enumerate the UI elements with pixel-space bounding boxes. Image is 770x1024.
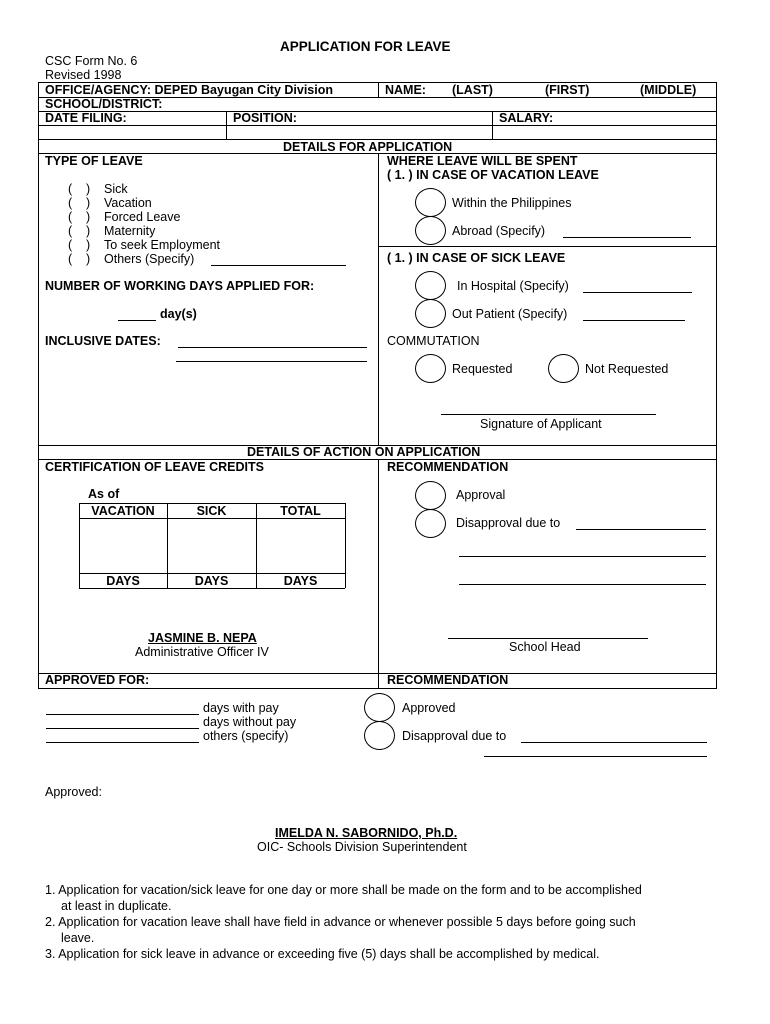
out-patient-label: Out Patient (Specify) [452,307,568,321]
inclusive-dates-line[interactable] [176,361,367,362]
rule [378,246,716,247]
abroad-label: Abroad (Specify) [452,224,546,238]
middle-name-label: (MIDDLE) [640,83,697,97]
officer-title: Administrative Officer IV [135,645,269,659]
rule [38,688,717,689]
note-2-cont: leave. [61,931,95,945]
rule [226,111,227,139]
inclusive-dates-label: INCLUSIVE DATES: [45,334,161,348]
approval-label: Approval [456,488,506,502]
first-name-label: (FIRST) [545,83,590,97]
approved-label: Approved: [45,785,102,799]
checkbox-paren[interactable]: ( ) [68,224,91,238]
recommendation-2-label: RECOMMENDATION [387,673,509,687]
abroad-specify-line[interactable] [563,237,691,238]
others-specify-line[interactable] [211,265,346,266]
disapproval-2-line[interactable] [521,742,707,743]
col-sick: SICK [196,504,227,518]
days-total: DAYS [283,574,318,588]
not-requested-label: Not Requested [585,362,669,376]
radio-circle[interactable] [415,299,446,328]
days-sick: DAYS [194,574,229,588]
rule [378,153,379,445]
approved-for-label: APPROVED FOR: [45,673,150,687]
radio-circle[interactable] [415,481,446,510]
outpatient-specify-line[interactable] [583,320,685,321]
days-with-pay-line[interactable] [46,714,199,715]
within-philippines-label: Within the Philippines [452,196,572,210]
radio-circle[interactable] [415,509,446,538]
inclusive-dates-line[interactable] [178,347,367,348]
signature-label: Signature of Applicant [480,417,602,431]
cert-credits-label: CERTIFICATION OF LEAVE CREDITS [45,460,264,474]
days-input-line[interactable] [118,320,156,321]
radio-circle[interactable] [415,216,446,245]
radio-circle[interactable] [415,188,446,217]
rule [378,459,379,688]
rule [492,111,493,139]
col-vacation: VACATION [91,504,155,518]
days-label: day(s) [160,307,197,321]
rule [79,518,345,519]
name-label: NAME: [385,83,426,97]
checkbox-paren[interactable]: ( ) [68,182,91,196]
note-2: 2. Application for vacation leave shall have field in advance or whenever possible 5 days before going such [45,915,636,929]
leave-type-vacation: Vacation [104,196,152,210]
rule [345,503,346,588]
commutation-label: COMMUTATION [387,334,480,348]
rule [38,125,717,126]
rule [378,82,379,97]
type-of-leave-label: TYPE OF LEAVE [45,154,143,168]
approved-option-label: Approved [402,701,456,715]
rule [38,111,717,112]
officer-name: JASMINE B. NEPA [148,631,257,645]
checkbox-paren[interactable]: ( ) [68,210,91,224]
radio-circle[interactable] [548,354,579,383]
rule [38,82,39,688]
as-of-label: As of [88,487,120,501]
school-district-label: SCHOOL/DISTRICT: [45,97,163,111]
requested-label: Requested [452,362,513,376]
salary-label: SALARY: [499,111,554,125]
recommendation-label: RECOMMENDATION [387,460,509,474]
disapproval-reason-line[interactable] [459,584,706,585]
last-name-label: (LAST) [452,83,493,97]
days-with-pay-label: days with pay [203,701,279,715]
checkbox-paren[interactable]: ( ) [68,196,91,210]
in-hospital-label: In Hospital (Specify) [457,279,569,293]
school-head-signature-line[interactable] [448,638,648,639]
form-title: APPLICATION FOR LEAVE [280,39,451,54]
superintendent-name: IMELDA N. SABORNIDO, Ph.D. [275,826,458,840]
form-revision: Revised 1998 [45,68,122,82]
checkbox-paren[interactable]: ( ) [68,252,91,266]
disapproval-reason-line[interactable] [576,529,706,530]
col-total: TOTAL [280,504,321,518]
disapproval-label: Disapproval due to [456,516,561,530]
details-action-header: DETAILS OF ACTION ON APPLICATION [247,445,481,459]
office-agency-label: OFFICE/AGENCY: DEPED Bayugan City Division [45,83,334,97]
leave-type-employment: To seek Employment [104,238,221,252]
rule [79,588,345,589]
superintendent-title: OIC- Schools Division Superintendent [257,840,467,854]
disapproval-2-label: Disapproval due to [402,729,507,743]
others-specify-line[interactable] [46,742,199,743]
leave-type-others: Others (Specify) [104,252,195,266]
school-head-label: School Head [509,640,581,654]
note-3: 3. Application for sick leave in advance or exceeding five (5) days shall be accomplished by medical. [45,947,600,961]
radio-circle[interactable] [415,354,446,383]
note-1-cont: at least in duplicate. [61,899,172,913]
disapproval-reason-line[interactable] [459,556,706,557]
radio-circle[interactable] [364,721,395,750]
days-without-pay-line[interactable] [46,728,199,729]
disapproval-2-line[interactable] [484,756,707,757]
leave-type-maternity: Maternity [104,224,156,238]
hospital-specify-line[interactable] [583,292,692,293]
details-application-header: DETAILS FOR APPLICATION [283,140,453,154]
leave-type-forced: Forced Leave [104,210,181,224]
radio-circle[interactable] [415,271,446,300]
checkbox-paren[interactable]: ( ) [68,238,91,252]
rule [716,82,717,688]
form-number: CSC Form No. 6 [45,54,138,68]
radio-circle[interactable] [364,693,395,722]
working-days-label: NUMBER OF WORKING DAYS APPLIED FOR: [45,279,315,293]
position-label: POSITION: [233,111,297,125]
others-specify-label: others (specify) [203,729,289,743]
leave-type-sick: Sick [104,182,128,196]
days-without-pay-label: days without pay [203,715,297,729]
note-1: 1. Application for vacation/sick leave for one day or more shall be made on the form and to be accomplished [45,883,642,897]
vacation-case-label: ( 1. ) IN CASE OF VACATION LEAVE [387,168,599,182]
sick-case-label: ( 1. ) IN CASE OF SICK LEAVE [387,251,566,265]
date-filing-label: DATE FILING: [45,111,127,125]
signature-line[interactable] [441,414,656,415]
where-spent-label: WHERE LEAVE WILL BE SPENT [387,154,578,168]
days-vacation: DAYS [106,574,140,588]
